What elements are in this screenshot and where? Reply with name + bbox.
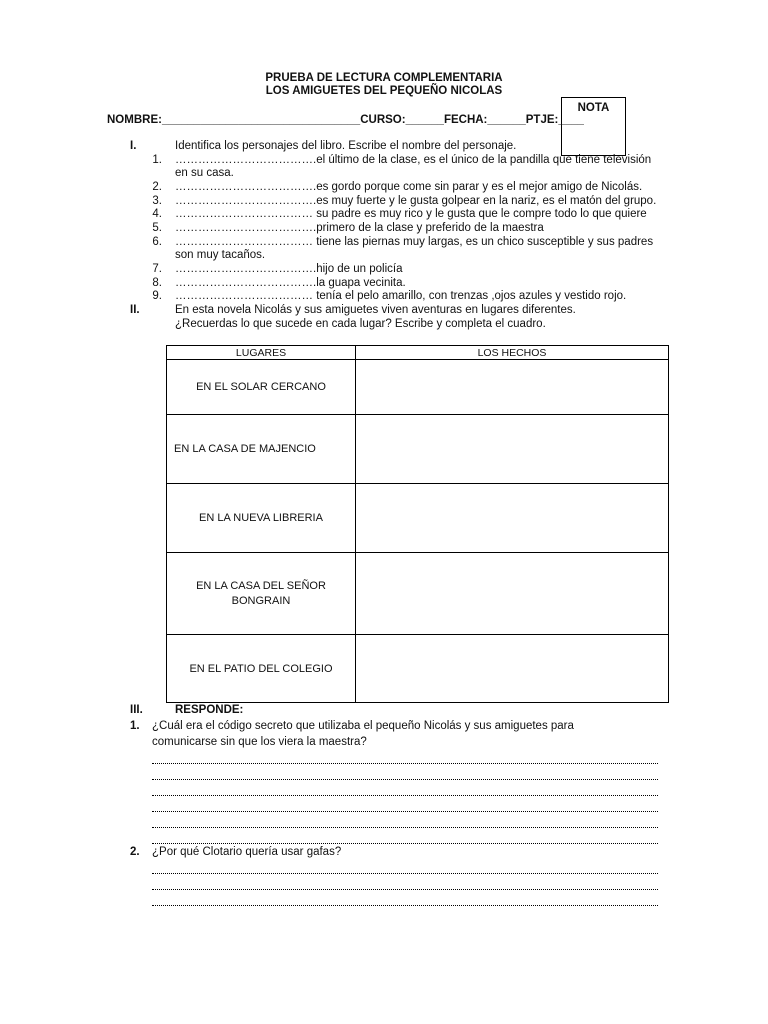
item2-number: 2. (152, 181, 162, 193)
events-answer-cell[interactable] (356, 360, 669, 415)
document-title: PRUEBA DE LECTURA COMPLEMENTARIA (265, 72, 503, 84)
question2-number: 2. (130, 846, 140, 858)
question1-answer-lines[interactable] (152, 748, 658, 844)
events-answer-cell[interactable] (356, 553, 669, 635)
grade-label: NOTA (577, 102, 610, 114)
item8-text[interactable]: ……………………………….la guapa vecinita. (175, 277, 406, 289)
student-fields-line[interactable]: NOMBRE:_______________________________CURSO:______FECHA:______PTJE:____ (107, 114, 584, 126)
item9-text[interactable]: ……………………………… tenía el pelo amarillo, con trenzas ,ojos azules y vestido rojo. (175, 290, 627, 302)
item2-text[interactable]: ……………………………….es gordo porque come sin parar y es el mejor amigo de Nicolás. (175, 181, 643, 193)
table-row-place: EN LA NUEVA LIBRERIA (167, 484, 356, 553)
item6-continuation: son muy tacaños. (175, 249, 266, 261)
section3-heading: RESPONDE: (175, 704, 244, 716)
item5-number: 5. (152, 222, 162, 234)
item4-number: 4. (152, 208, 162, 220)
item3-number: 3. (152, 195, 162, 207)
question2-answer-lines[interactable] (152, 858, 658, 906)
item6-text[interactable]: ……………………………… tiene las piernas muy largas, es un chico susceptible y sus padres (175, 236, 654, 248)
section2-line1: En esta novela Nicolás y sus amiguetes viven aventuras en lugares diferentes. (175, 304, 576, 316)
item7-number: 7. (152, 263, 162, 275)
events-answer-cell[interactable] (356, 415, 669, 484)
column-header-events: LOS HECHOS (356, 346, 669, 360)
item1-text[interactable]: ……………………………….el último de la clase, es el único de la pandilla que tiene televisión (175, 154, 652, 166)
table-row-place: EN EL PATIO DEL COLEGIO (167, 635, 356, 703)
events-answer-cell[interactable] (356, 635, 669, 703)
item6-number: 6. (152, 236, 162, 248)
item3-text[interactable]: ……………………………….es muy fuerte y le gusta golpear en la nariz, es el matón del grupo. (175, 195, 657, 207)
section2-line2: ¿Recuerdas lo que sucede en cada lugar? Escribe y completa el cuadro. (175, 318, 546, 330)
section2-numeral: II. (130, 304, 140, 316)
section1-numeral: I. (130, 140, 137, 152)
item7-text[interactable]: ……………………………….hijo de un policía (175, 263, 403, 275)
question1-number: 1. (130, 720, 140, 732)
document-subtitle: LOS AMIGUETES DEL PEQUEÑO NICOLAS (265, 85, 503, 97)
item1-continuation: en su casa. (175, 167, 234, 179)
question1-line2: comunicarse sin que los viera la maestra? (152, 736, 367, 748)
table-row-place: EN LA CASA DEL SEÑOR BONGRAIN (167, 553, 356, 635)
section1-heading: Identifica los personajes del libro. Escribe el nombre del personaje. (175, 140, 517, 152)
item4-text[interactable]: ……………………………… su padre es muy rico y le gusta que le compre todo lo que quiere (175, 208, 647, 220)
table-row-place: EN LA CASA DE MAJENCIO (167, 415, 356, 484)
column-header-places: LUGARES (167, 346, 356, 360)
question2-line1: ¿Por qué Clotario quería usar gafas? (152, 846, 342, 858)
item8-number: 8. (152, 277, 162, 289)
item9-number: 9. (152, 290, 162, 302)
section3-numeral: III. (130, 704, 143, 716)
item1-number: 1. (152, 154, 162, 166)
grade-box[interactable] (561, 97, 626, 156)
question1-line1: ¿Cuál era el código secreto que utilizaba el pequeño Nicolás y sus amiguetes para (152, 720, 574, 732)
table-row-place: EN EL SOLAR CERCANO (167, 360, 356, 415)
events-answer-cell[interactable] (356, 484, 669, 553)
places-table (166, 345, 669, 703)
item5-text[interactable]: ……………………………….primero de la clase y preferido de la maestra (175, 222, 544, 234)
